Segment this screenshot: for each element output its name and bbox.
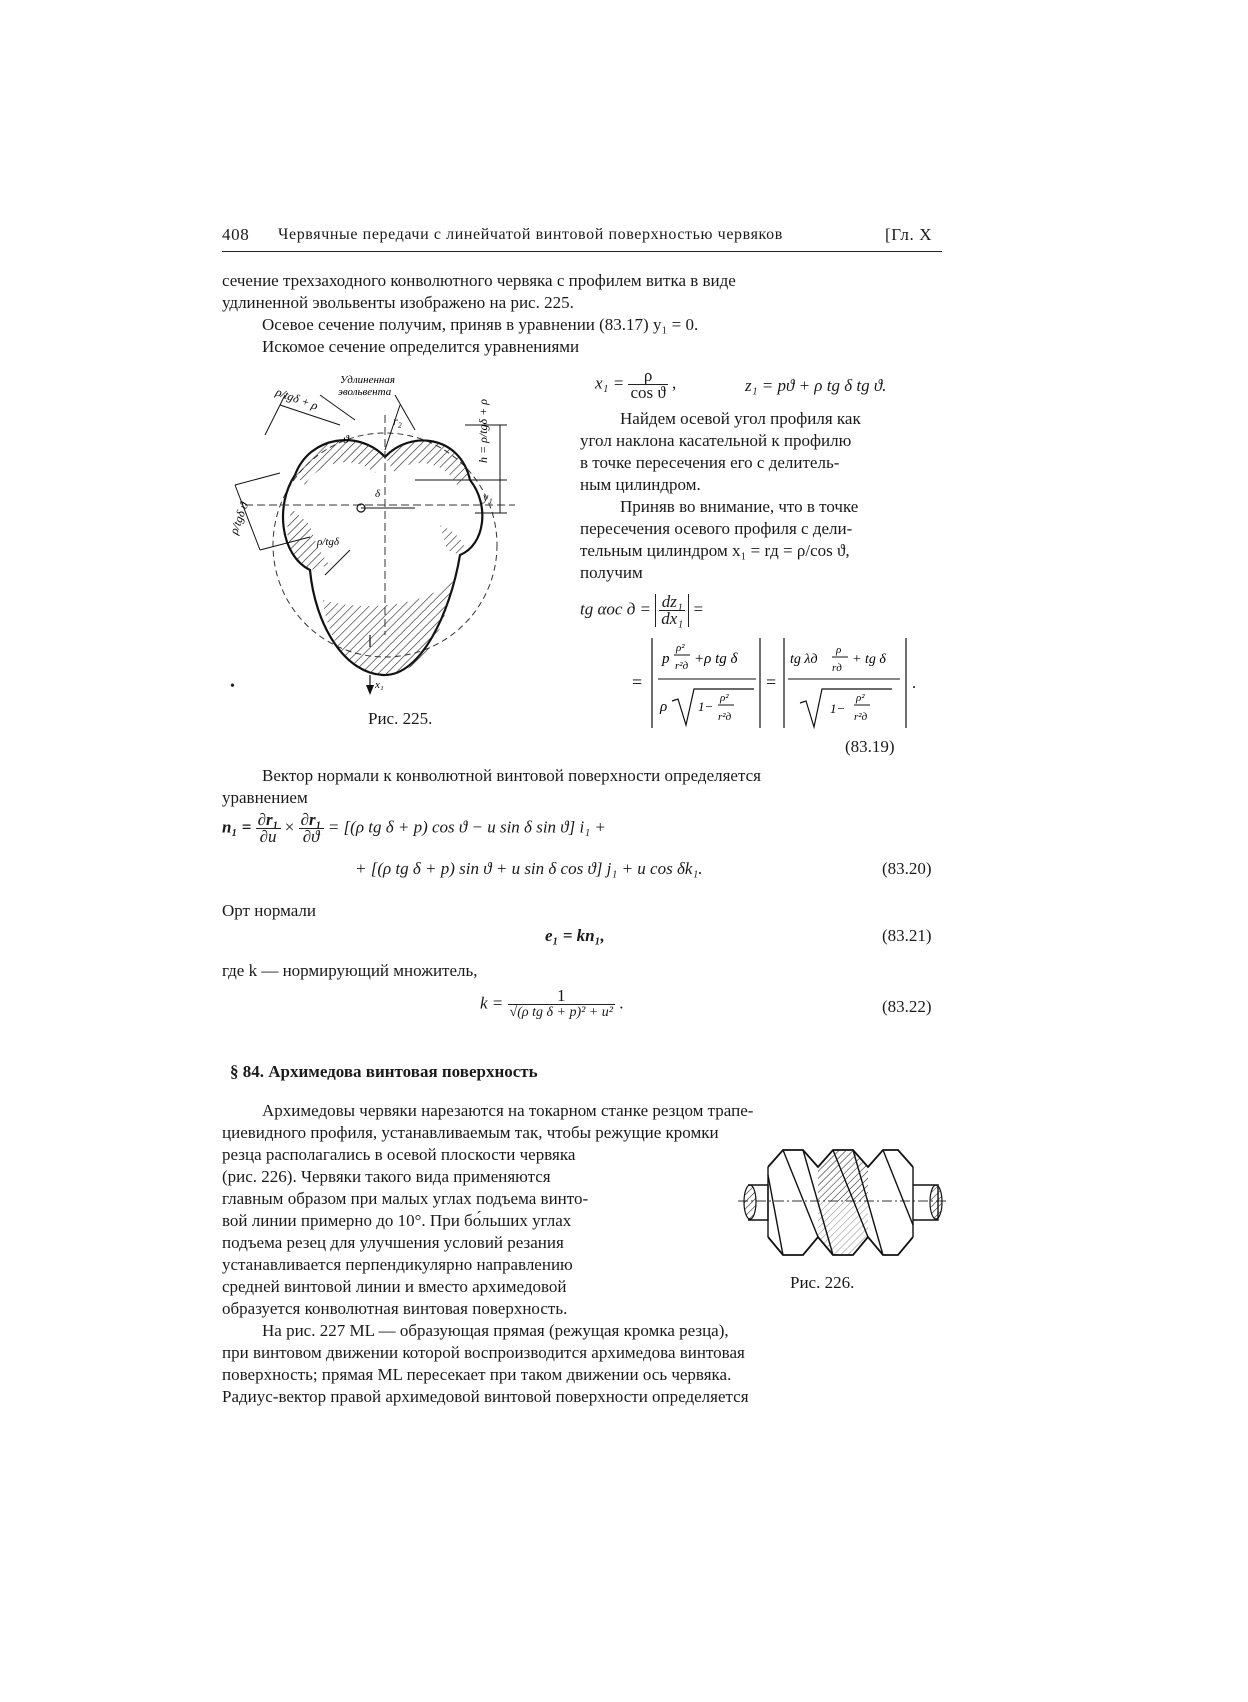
svg-text:p: p — [662, 651, 670, 667]
figure-225 — [225, 374, 565, 705]
figure-225-caption: Рис. 225. — [368, 709, 433, 728]
hatched-region — [295, 440, 385, 485]
label-h: h = ρ/tgδ + ρ — [476, 399, 490, 463]
equation-83-22 — [480, 988, 623, 1021]
right-column-paragraph-2 — [580, 496, 942, 584]
eq-lhs: x₁ = — [595, 373, 625, 393]
frac-num: ∂r₁ — [300, 810, 322, 829]
eq-body: = [(ρ tg δ + p) cos ϑ − u sin δ sin ϑ] i₁ + — [327, 817, 606, 837]
text-line: пересечения осевого профиля с дели- — [580, 519, 853, 538]
book-page: 408 Червячные передачи с линейчатой винтовой поверхностью червяков [Гл. X сечение трехзаходного конволютного червяка с профилем витка в виде удлиненной эвольвенты изображено на рис. 225. Осевое сечение получим, приняв в уравнении (83.17) y₁ = 0. Искомое сечение определится уравнениями x₁ = $\frac{\rho}{\text{cos ϑ}}$ , z₁ = pϑ + ρ tg δ tg ϑ. Удлиненная эвольвента ρ/tgδ + ρ r₂ ϑ δ h = ρ/tgδ + ρ y₁ ρ/tgδ ϑ ρ/tgδ x₁ Рис. 225. • Найдем осевой угол профиля как угол наклона касательной к профилю в точке пересечения его с делитель- ным цилиндром. Приняв во внимание, что в точке пересечения осевого профиля с дели- тельным цилиндром x₁ = rд = ρ/cos ϑ, получим tg αос д = $\frac{\text{dz₁}}{\text{dx₁}}$ = = p ρ² r²д +ρ tg δ ρ 1− ρ² r²д = tg λд ρ rд + tg δ 1− ρ² r²д . (83.19) Вектор нормали к конволютной винтовой поверхности определяется уравнением n₁ = $\frac{\text{∂r₁}}{\partial u}$ × $\frac{\text{∂r₁}}{\partial ϑ}$ = [(ρ tg δ + p) cos ϑ − u sin δ sin ϑ] i₁ + + [(ρ tg δ + p) sin ϑ + u sin δ cos ϑ] j₁ + u cos δk₁. (83.20) Орт нормали e₁ = kn₁, (83.21) где k — нормирующий множитель, k = $\frac{1}{\text{√(ρ tg δ + p)² + u²}}$ . (83.22) § 84. Архимедова винтовая поверхность Архимедовы червяки нарезаются на токарном станке резцом трапе- циевидного профиля, устанавливаемым так, чтобы режущие кромки резца располагались в осевой плоскости червяка (рис. 226). Червяки такого вида применяются главным образом при малых углах подъема винто- вой линии примерно до 10°. При бо́льших углах подъема резец для улучшения условий резания устанавливается перпендикулярно направлению средней винтовой линии и вместо архимедовой образуется конволютная винтовая поверхность. Рис. 226. На рис. 227 ML — образующая прямая (режущая кромка резца), при винтовом движении которой воспроизводится архимедова винтовая поверхность; прямая ML пересекает при таком движении ось червяка. Радиус-вектор правой архимедовой винтовой поверхности определяется — [0, 0, 1248, 1702]
running-title: Червячные передачи с линейчатой винтовой поверхностью червяков — [278, 226, 783, 243]
text-line: вой линии примерно до 10°. При бо́льших углах — [222, 1211, 572, 1230]
eq-number-83-19: (83.19) — [845, 737, 895, 756]
text-line: получим — [580, 563, 643, 582]
text-line: Приняв во внимание, что в точке — [620, 497, 859, 516]
text-line: На рис. 227 ML — образующая прямая (режущая кромка резца), — [262, 1321, 729, 1340]
eq-number-83-20: (83.20) — [882, 859, 932, 878]
label-udl: Удлиненная — [340, 374, 395, 386]
label-theta: ϑ — [343, 432, 349, 446]
svg-text:1−: 1− — [698, 699, 714, 714]
fraction — [628, 368, 667, 401]
svg-text:tg λд: tg λд — [790, 652, 818, 667]
text-line: угол наклона касательной к профилю — [580, 431, 852, 450]
fraction — [659, 594, 685, 627]
fraction — [256, 812, 281, 845]
text-line: ным цилиндром. — [580, 475, 701, 494]
fraction — [508, 988, 615, 1021]
label-delta: δ — [375, 488, 381, 500]
frac-num: dz₁ — [661, 592, 683, 611]
hatched-region — [440, 525, 465, 555]
text-line: Искомое сечение определится уравнениями — [262, 337, 580, 356]
text-line: при винтовом движении которой воспроизводится архимедова винтовая — [222, 1343, 745, 1362]
frac-den: ∂u — [256, 828, 281, 845]
label-side-dim: ρ/tgδ ϑ — [226, 500, 252, 537]
section-84-title: § 84. Архимедова винтовая поверхность — [230, 1062, 538, 1081]
svg-text:1−: 1− — [830, 701, 846, 716]
text-line: Радиус-вектор правой архимедовой винтовой поверхности определяется — [222, 1387, 749, 1406]
figure-226 — [738, 1145, 948, 1270]
text-line: Осевое сечение получим, приняв в уравнении (83.17) y₁ = 0. — [262, 315, 699, 334]
text-line: Вектор нормали к конволютной винтовой поверхности определяется — [262, 766, 761, 785]
frac-den: ∂ϑ — [299, 828, 324, 845]
equation-x1: x₁ = $\frac{\rho}{\text{cos ϑ}}$ , — [595, 366, 677, 402]
eq-tail: . — [619, 993, 624, 1013]
equation-83-20-line2: + [(ρ tg δ + p) sin ϑ + u sin δ cos ϑ] j₁ + u cos δk₁. — [355, 859, 703, 878]
equation-83-21: e₁ = kn₁, — [545, 926, 605, 945]
figure-226-caption: Рис. 226. — [790, 1273, 855, 1292]
frac-num: ρ — [643, 366, 653, 385]
worm-profile-drawing — [225, 374, 565, 705]
svg-text:+ tg δ: + tg δ — [852, 652, 886, 667]
hatched-region — [385, 440, 470, 485]
text-line: подъема резец для улучшения условий резания — [222, 1233, 564, 1252]
svg-text:rд: rд — [832, 662, 842, 674]
svg-text:r²д: r²д — [675, 660, 689, 672]
svg-text:r²д: r²д — [854, 711, 868, 723]
hatched-region — [323, 580, 453, 675]
svg-text:.: . — [912, 675, 916, 692]
svg-text:+ρ tg δ: +ρ tg δ — [694, 651, 738, 667]
equation-z1: z₁ = pϑ + ρ tg δ tg ϑ. — [745, 376, 887, 395]
label-evol: эвольвента — [338, 386, 392, 398]
frac-den: dx₁ — [661, 609, 684, 628]
text-line: поверхность; прямая ML пересекает при таком движении ось червяка. — [222, 1365, 732, 1384]
frac-num: 1 — [556, 986, 566, 1005]
text-line: в точке пересечения его с делитель- — [580, 453, 840, 472]
equation-83-20-line1 — [222, 812, 606, 845]
text-line: средней винтовой линии и вместо архимедовой — [222, 1277, 567, 1296]
eq-lhs: n₁ = — [222, 817, 252, 837]
text-line: резца располагались в осевой плоскости червяка — [222, 1145, 576, 1164]
eq-lhs: tg αос д = — [580, 599, 652, 619]
text-line: главным образом при малых углах подъема винто- — [222, 1189, 589, 1208]
times-sign: × — [284, 817, 295, 837]
radicand: (ρ tg δ + p)² + u² — [517, 1005, 613, 1020]
fraction — [299, 812, 324, 845]
frac-den: √(ρ tg δ + p)² + u² — [509, 1005, 613, 1020]
eq-lhs: k = — [480, 993, 504, 1013]
section-84-paragraph-narrow — [222, 1144, 727, 1320]
text-line: устанавливается перпендикулярно направлению — [222, 1255, 573, 1274]
intro-paragraph — [222, 270, 942, 358]
label-left-dim: ρ/tgδ + ρ — [273, 384, 320, 413]
label-x1: x₁ — [375, 679, 384, 691]
text-line: тельным цилиндром x₁ = rд = ρ/cos ϑ, — [580, 541, 850, 560]
chapter-label: [Гл. X — [885, 225, 933, 244]
svg-text:ρ²: ρ² — [720, 692, 729, 704]
text-line: удлиненной эвольвенты изображено на рис. 225. — [222, 293, 574, 312]
k-definition-label: где k — нормирующий множитель, — [222, 961, 478, 980]
label-r2: r₂ — [393, 414, 402, 428]
frac-den: cos ϑ — [630, 383, 666, 402]
ort-label: Орт нормали — [222, 901, 316, 920]
text-line: сечение трехзаходного конволютного червяка с профилем витка в виде — [222, 271, 736, 290]
label-y1: y₁ — [483, 490, 493, 504]
text-line: циевидного профиля, устанавливаемым так, чтобы режущие кромки — [222, 1123, 719, 1142]
svg-text:r²д: r²д — [718, 711, 732, 723]
archimedean-worm-drawing — [738, 1145, 948, 1270]
svg-text:=: = — [766, 672, 777, 692]
right-column-paragraph-1 — [580, 408, 942, 496]
frac-num: ∂r₁ — [257, 810, 279, 829]
page-number: 408 — [222, 225, 250, 244]
text-line: (рис. 226). Червяки такого вида применяются — [222, 1167, 551, 1186]
equation-tg-alpha: tg αос д = $\frac{\text{dz₁}}{\text{dx₁}}$ = — [580, 592, 704, 628]
svg-text:ρ: ρ — [836, 644, 842, 656]
header-rule — [222, 251, 942, 252]
svg-text:=: = — [632, 672, 643, 692]
section-84-paragraph-2 — [222, 1320, 942, 1408]
text-line: Архимедовы червяки нарезаются на токарном станке резцом трапе- — [262, 1101, 754, 1120]
label-inner-dim: ρ/tgδ — [317, 536, 340, 548]
text-line: образуется конволютная винтовая поверхность. — [222, 1299, 568, 1318]
formula-drawing — [630, 633, 950, 733]
eq-number-83-21: (83.21) — [882, 926, 932, 945]
text-line: уравнением — [222, 788, 308, 807]
section-84-paragraph-full — [222, 1100, 942, 1144]
text-line: Найдем осевой угол профиля как — [620, 409, 861, 428]
svg-text:ρ²: ρ² — [856, 692, 865, 704]
equation-tg-alpha-expansion — [630, 633, 950, 739]
normal-vector-paragraph — [222, 765, 942, 809]
eq-number-83-22: (83.22) — [882, 997, 932, 1016]
svg-text:ρ: ρ — [660, 699, 668, 715]
svg-text:ρ²: ρ² — [676, 642, 685, 654]
